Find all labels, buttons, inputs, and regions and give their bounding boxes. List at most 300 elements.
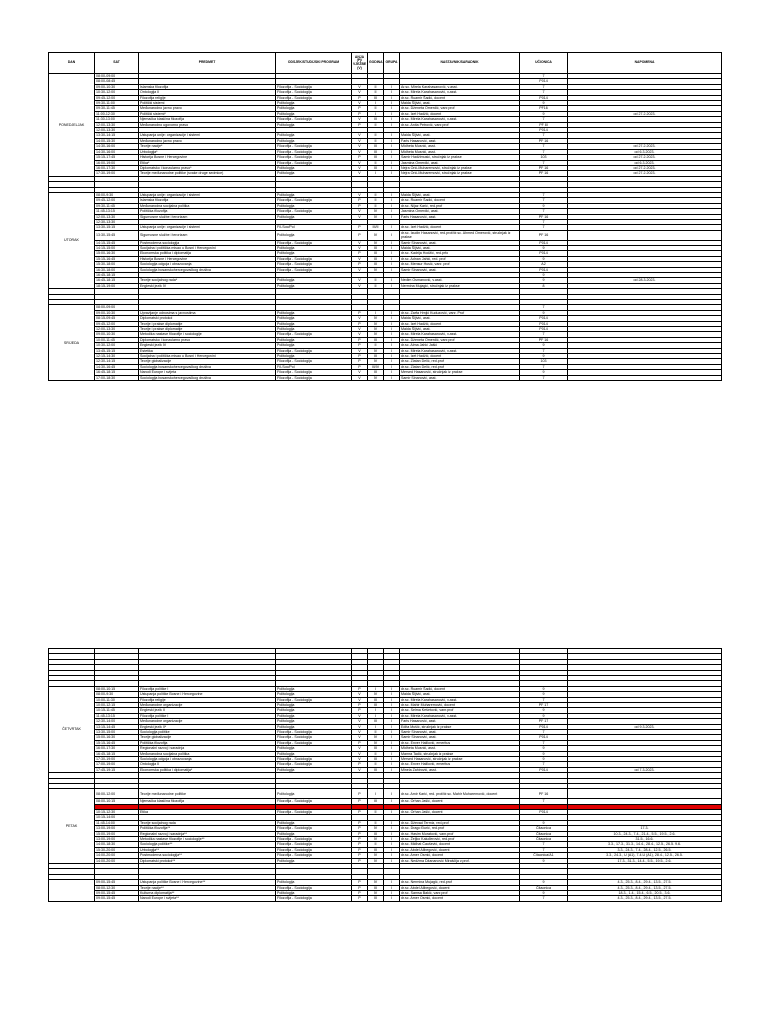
table-cell: PF 16 bbox=[520, 165, 568, 170]
table-cell: V bbox=[352, 283, 368, 288]
table-cell: 08:00-10:15 bbox=[95, 799, 139, 804]
table-cell: dr.sc. Izet Hadžić, docent bbox=[400, 111, 520, 116]
table-cell: dr.sc. Mirela Karahasanović, v.asst. bbox=[400, 713, 520, 718]
table-cell: dr.sc. Nermina Mujagić, red.prof bbox=[400, 880, 520, 885]
table-cell: dr.sc. Drago Đurić, red.prof bbox=[400, 826, 520, 831]
table-cell: II bbox=[368, 106, 384, 111]
table-cell: 08:00-08:45 bbox=[95, 79, 139, 84]
table-cell: 9 bbox=[520, 858, 568, 863]
table-cell: P bbox=[352, 858, 368, 863]
table-cell: I bbox=[384, 111, 400, 116]
table-cell: 09:00-10:30 bbox=[95, 310, 139, 315]
table-cell: Politologija bbox=[276, 101, 352, 106]
table-cell: Ustupanja unije: organizacije i sistemi bbox=[139, 225, 276, 230]
table-cell: 15:00-16:30 bbox=[95, 251, 139, 256]
table-cell: Filozofija religije bbox=[139, 95, 276, 100]
table-cell: 16:45-18:15 bbox=[95, 751, 139, 756]
table-cell: I bbox=[384, 885, 400, 890]
table-cell: dr.sc. Selma Kešetović, vanr.prof bbox=[400, 708, 520, 713]
table-cell: I bbox=[384, 757, 400, 762]
table-cell: IV bbox=[368, 348, 384, 353]
table-cell: Socijalna i politička misao u Bosni i Hercegovini bbox=[139, 354, 276, 359]
table-cell: 10:00-11:45 bbox=[95, 337, 139, 342]
table-cell: 14:00-20:00 bbox=[95, 853, 139, 858]
table-cell: Filozofija - Sociologija bbox=[276, 740, 352, 745]
table-cell: I bbox=[384, 702, 400, 707]
table-cell: 9 bbox=[520, 203, 568, 208]
table-cell: Ar.sc. Mirela Karahasanović, v.asst. bbox=[400, 84, 520, 89]
table-cell: V bbox=[352, 133, 368, 138]
table-cell: 10:30-12:00 bbox=[95, 90, 139, 95]
table-cell: I bbox=[384, 230, 400, 240]
table-cell: V bbox=[352, 240, 368, 245]
table-cell: III bbox=[368, 799, 384, 804]
table-cell: Politologija bbox=[276, 165, 352, 170]
table-cell: Teorije i prakse diplomatije bbox=[139, 327, 276, 332]
table-cell: Midheta Musnić, asst. bbox=[400, 746, 520, 751]
table-cell: Politologija bbox=[276, 746, 352, 751]
table-cell: 08:15-09:45 bbox=[95, 316, 139, 321]
table-cell: Sociologija politike** bbox=[139, 842, 276, 847]
table-cell: 15:30-18:00 bbox=[95, 262, 139, 267]
table-cell: 09:00-10:30 bbox=[95, 332, 139, 337]
table-cell: II bbox=[368, 820, 384, 825]
table-cell: 4.3., 25.3., 8.4., 29.4., 13.5., 27.5. bbox=[568, 880, 722, 885]
table-cell: 10:00-12:15 bbox=[95, 702, 139, 707]
table-cell: Međunarodna socijalna politika bbox=[139, 203, 276, 208]
table-cell: I bbox=[384, 359, 400, 364]
table-cell: 10:30-12:00 bbox=[95, 343, 139, 348]
table-cell: II bbox=[368, 283, 384, 288]
table-cell: 7 bbox=[520, 90, 568, 95]
table-cell: 15:15-17:45 bbox=[95, 155, 139, 160]
column-header: SAT bbox=[95, 53, 139, 74]
table-cell: 9 bbox=[520, 278, 568, 283]
table-cell: Filozofija - Sociologija bbox=[276, 256, 352, 261]
table-cell: 13:00-19:00 bbox=[95, 837, 139, 842]
table-cell: Politologija bbox=[276, 203, 352, 208]
table-cell: 17:30-19:00 bbox=[95, 757, 139, 762]
table-cell: 15:15-16:45 bbox=[95, 256, 139, 261]
table-cell: P bbox=[352, 885, 368, 890]
day-name: UTORAK bbox=[49, 192, 95, 288]
table-cell: Ustupanja unije: organizacije i sistemi bbox=[139, 133, 276, 138]
table-cell: 103 bbox=[520, 359, 568, 364]
table-cell: P bbox=[352, 95, 368, 100]
table-cell: 14:30-16:00 bbox=[95, 144, 139, 149]
table-cell: V bbox=[352, 160, 368, 165]
table-cell: 09:45-12:00 bbox=[95, 321, 139, 326]
table-cell: IV bbox=[368, 327, 384, 332]
table-cell: 7 bbox=[520, 144, 568, 149]
table-cell: III bbox=[368, 337, 384, 342]
table-cell: 16:45-18:15 bbox=[95, 370, 139, 375]
table-cell: Politologija bbox=[276, 767, 352, 772]
table-row bbox=[49, 375, 722, 380]
table-cell: dr.sc. Ruamir Šadić, docent bbox=[400, 198, 520, 203]
table-cell: 9 bbox=[520, 245, 568, 250]
table-cell bbox=[568, 230, 722, 240]
table-cell: P014 bbox=[520, 251, 568, 256]
table-cell: I bbox=[384, 837, 400, 842]
table-cell: P bbox=[352, 359, 368, 364]
table-cell: Filozofija - Sociologija bbox=[276, 84, 352, 89]
table-cell: I bbox=[384, 343, 400, 348]
table-cell: Mersed Hasanović, stručnjak iz prakse bbox=[400, 757, 520, 762]
table-cell: I bbox=[384, 225, 400, 230]
table-cell: dr.sc. Dževad Termiz, red.prof bbox=[400, 820, 520, 825]
table-cell: od 27.2.2023. bbox=[568, 155, 722, 160]
table-cell: 16:45-18:15 bbox=[95, 272, 139, 277]
table-cell: 17:30-19:00 bbox=[95, 171, 139, 176]
table-cell: IV bbox=[368, 321, 384, 326]
table-cell: FiI-Soc/Pol bbox=[276, 225, 352, 230]
table-cell: I bbox=[384, 799, 400, 804]
table-cell: od 9.3.2023. bbox=[568, 724, 722, 729]
table-cell: dr.sc. Abdel Alibegović, docent bbox=[400, 847, 520, 852]
table-cell: II bbox=[368, 198, 384, 203]
table-cell: III bbox=[368, 165, 384, 170]
table-cell: dr.sc. Mirela Karahasanović, v.asst. bbox=[400, 348, 520, 353]
table-cell: Filozofija - Sociologija bbox=[276, 240, 352, 245]
table-cell: Filozofija - Sociologija bbox=[276, 95, 352, 100]
table-cell: Regionalni razvoj i saradnja** bbox=[139, 831, 276, 836]
table-cell: P bbox=[352, 842, 368, 847]
table-cell: IV bbox=[368, 332, 384, 337]
table-cell: 17:00-19:00 bbox=[95, 762, 139, 767]
table-cell: 10:15-11:45 bbox=[95, 708, 139, 713]
table-cell: dr.sc. Dženeta Omerdić, vanr.prof bbox=[400, 106, 520, 111]
table-cell: P bbox=[352, 702, 368, 707]
table-cell: I bbox=[368, 111, 384, 116]
table-cell: I bbox=[384, 321, 400, 326]
table-cell: P bbox=[352, 740, 368, 745]
table-cell: Politologija bbox=[276, 708, 352, 713]
table-cell: 7 bbox=[520, 160, 568, 165]
table-cell: dr.sc. Hasim Muratović, vanr.prof bbox=[400, 831, 520, 836]
table-cell: Politologija bbox=[276, 192, 352, 197]
table-cell: 13:30-14:15 bbox=[95, 133, 139, 138]
table-cell: I bbox=[384, 789, 400, 799]
table-cell: Politologija bbox=[276, 171, 352, 176]
table-cell: Postmoderna sociologija** bbox=[139, 853, 276, 858]
table-cell: III bbox=[368, 245, 384, 250]
table-cell: Filozofija - Sociologija bbox=[276, 853, 352, 858]
table-cell: Postmoderna sociologija bbox=[139, 240, 276, 245]
table-cell: I bbox=[384, 256, 400, 261]
table-cell: Nejra Orić-Muharemović, stručnjak iz prakse bbox=[400, 165, 520, 170]
table-cell: V bbox=[352, 348, 368, 353]
table-cell: Filozofija - Sociologija bbox=[276, 262, 352, 267]
table-cell: IV bbox=[368, 240, 384, 245]
table-cell: PF 16 bbox=[520, 138, 568, 143]
table-cell: PF 16 bbox=[520, 337, 568, 342]
table-cell: III/II bbox=[368, 225, 384, 230]
table-cell: II bbox=[368, 84, 384, 89]
table-cell: V bbox=[352, 101, 368, 106]
table-cell: I bbox=[384, 751, 400, 756]
table-cell: PF 17 bbox=[520, 719, 568, 724]
column-header: GODINA bbox=[368, 53, 384, 74]
table-cell: Jasmina Omerdić, asst. bbox=[400, 160, 520, 165]
table-cell: IV bbox=[368, 880, 384, 885]
table-cell: Politologija bbox=[276, 321, 352, 326]
table-cell: 11:45-14:00 bbox=[95, 820, 139, 825]
table-cell: Historija Bosne i Hercegovine bbox=[139, 155, 276, 160]
table-cell: 7 bbox=[520, 305, 568, 310]
table-cell: 9 bbox=[520, 820, 568, 825]
table-cell: 9 bbox=[520, 692, 568, 697]
table-cell: Politologija bbox=[276, 138, 352, 143]
table-cell: Samir Hadžimusić, stručnjak iz prakse bbox=[400, 155, 520, 160]
table-cell: 7 bbox=[520, 74, 568, 79]
table-cell: I bbox=[384, 165, 400, 170]
table-cell: 9 bbox=[520, 111, 568, 116]
table-cell: I bbox=[384, 332, 400, 337]
table-cell: 08:00-09:00 bbox=[95, 74, 139, 79]
table-cell: Historija Bosne i Hercegovine bbox=[139, 256, 276, 261]
table-cell: Nermina Mujagić, stručnjak iz prakse bbox=[400, 283, 520, 288]
table-cell: II bbox=[368, 160, 384, 165]
table-cell: Upravljanje odnosima s javnostima bbox=[139, 310, 276, 315]
table-cell: Minela Zahirović, asst. bbox=[400, 767, 520, 772]
table-cell: III bbox=[368, 370, 384, 375]
table-cell: Filozofija - Sociologija bbox=[276, 160, 352, 165]
table-cell: I bbox=[384, 203, 400, 208]
table-cell: P bbox=[352, 686, 368, 691]
table-cell: dr.sc. Mirela Karahasanović, v.asst. bbox=[400, 697, 520, 702]
table-cell: Jasmina Omerdić, asst. bbox=[400, 209, 520, 214]
table-cell: I bbox=[368, 101, 384, 106]
table-cell: Politologija bbox=[276, 327, 352, 332]
table-cell: Politički sistemi* bbox=[139, 111, 276, 116]
table-cell: dr.sc. Izudin Hasanović, red.prof/dr.sc. Ahmed Omerović, stručnjak iz prakse bbox=[400, 230, 520, 240]
column-header: GRUPA bbox=[384, 53, 400, 74]
table-cell: Politologija bbox=[276, 724, 352, 729]
table-cell: 08:00-9:30 bbox=[95, 692, 139, 697]
table-cell: IV bbox=[368, 853, 384, 858]
table-cell: dr.sc. Zlatan Delić, red.prof bbox=[400, 364, 520, 369]
table-cell: V bbox=[352, 729, 368, 734]
table-cell: V bbox=[352, 117, 368, 122]
table-cell: I bbox=[368, 708, 384, 713]
table-cell: I bbox=[384, 160, 400, 165]
table-cell: P bbox=[352, 853, 368, 858]
table-cell: Teorije globalizacije bbox=[139, 359, 276, 364]
table-cell: I bbox=[384, 858, 400, 863]
table-cell: P bbox=[352, 762, 368, 767]
table-cell: III bbox=[368, 719, 384, 724]
table-cell: IV bbox=[368, 837, 384, 842]
table-cell: Politologija bbox=[276, 251, 352, 256]
table-cell: Politologija bbox=[276, 230, 352, 240]
table-cell: Urbologija** bbox=[139, 847, 276, 852]
table-cell: 11:45-13:15 bbox=[95, 209, 139, 214]
table-cell: P bbox=[352, 203, 368, 208]
table-cell: Politologija bbox=[276, 283, 352, 288]
table-cell: Islamska filozofija bbox=[139, 84, 276, 89]
table-cell: Filozofija - Sociologija bbox=[276, 90, 352, 95]
table-cell: Politologija bbox=[276, 880, 352, 885]
table-cell: I bbox=[384, 708, 400, 713]
table-cell: 9 bbox=[520, 751, 568, 756]
table-cell: I bbox=[384, 90, 400, 95]
table-cell bbox=[568, 375, 722, 380]
day-name: SRIJEDA bbox=[49, 305, 95, 381]
table-cell: V bbox=[352, 370, 368, 375]
table-cell: Ustupanja politike Bosne i Hercegovine bbox=[139, 692, 276, 697]
table-cell: 7 bbox=[520, 740, 568, 745]
timetable-page-2 bbox=[48, 648, 722, 902]
table-cell: Filozofija - Sociologija bbox=[276, 144, 352, 149]
table-cell: P bbox=[352, 310, 368, 315]
table-cell: P014 bbox=[520, 240, 568, 245]
table-cell: I bbox=[384, 810, 400, 815]
table-row bbox=[49, 789, 722, 799]
table-cell: Regionalni razvoj i saradnja bbox=[139, 746, 276, 751]
table-cell: P bbox=[352, 122, 368, 127]
table-cell: dr.sc. Željko Kaluđerović, red.prof bbox=[400, 837, 520, 842]
table-cell: Politologija bbox=[276, 719, 352, 724]
table-cell: I bbox=[384, 847, 400, 852]
table-cell: 7 bbox=[520, 332, 568, 337]
table-cell: II bbox=[368, 343, 384, 348]
table-cell: dr.sc. Izet Hadžić, docent bbox=[400, 354, 520, 359]
table-cell: P bbox=[352, 708, 368, 713]
table-cell: III bbox=[368, 831, 384, 836]
table-cell: 16:00-19:00 bbox=[95, 160, 139, 165]
table-cell: IV bbox=[368, 359, 384, 364]
table-cell: Politologija bbox=[276, 789, 352, 799]
table-cell: Politologija bbox=[276, 133, 352, 138]
table-cell: I bbox=[384, 327, 400, 332]
table-cell: IV bbox=[368, 214, 384, 219]
table-cell: PF16 bbox=[520, 106, 568, 111]
table-cell: I bbox=[384, 354, 400, 359]
table-cell: I bbox=[384, 310, 400, 315]
table-cell: 13:45-15:15 bbox=[95, 348, 139, 353]
table-cell: I bbox=[368, 310, 384, 315]
table-row bbox=[49, 896, 722, 901]
table-cell: Ustupanja unije: organizacije i sistemi bbox=[139, 192, 276, 197]
table-cell: 10:15-12:30 bbox=[95, 810, 139, 815]
table-cell: Engleski jezik IV bbox=[139, 343, 276, 348]
table-cell: I bbox=[368, 686, 384, 691]
table-cell: P014 bbox=[520, 321, 568, 326]
table-cell: Samir Sinanović, asst. bbox=[400, 735, 520, 740]
table-cell: od 27.2.2023. bbox=[568, 171, 722, 176]
table-cell: 31.5., 16.6. bbox=[568, 837, 722, 842]
table-cell: 13:30-15:00 bbox=[95, 729, 139, 734]
table-cell: PF 16 bbox=[520, 171, 568, 176]
table-cell: Etika* bbox=[139, 160, 276, 165]
table-cell: III bbox=[368, 95, 384, 100]
table-cell: 09:00-15:45 bbox=[95, 891, 139, 896]
table-cell: I bbox=[384, 283, 400, 288]
table-cell: 9 bbox=[520, 354, 568, 359]
table-cell: I bbox=[368, 713, 384, 718]
table-cell: I bbox=[384, 375, 400, 380]
table-cell: 3.3., 24.3., U (A1), 7.4.U (A1), 28.4., 12.5., 26.5. bbox=[568, 853, 722, 858]
table-cell: Politologija bbox=[276, 316, 352, 321]
table-cell: I bbox=[384, 348, 400, 353]
table-cell: 09:00-15:45 bbox=[95, 896, 139, 901]
table-cell: III bbox=[368, 702, 384, 707]
table-cell: Međunarodne organizacije bbox=[139, 719, 276, 724]
table-cell: dr.sc. Alma Jahić Jašić bbox=[400, 343, 520, 348]
table-cell: Ekonomska politika i diplomatija* bbox=[139, 767, 276, 772]
table-cell: 9 bbox=[520, 708, 568, 713]
table-cell: dr.sc. Mirela Karahasanović, v.asst. bbox=[400, 332, 520, 337]
table-cell: P bbox=[352, 354, 368, 359]
table-cell: Filozofija - Sociologija bbox=[276, 332, 352, 337]
table-cell: V bbox=[352, 713, 368, 718]
table-cell: I bbox=[368, 789, 384, 799]
table-cell: 18:15-19:00 bbox=[95, 283, 139, 288]
table-cell: dr.sc. Mahir Muharemović, docent bbox=[400, 702, 520, 707]
table-cell: 7 bbox=[520, 842, 568, 847]
table-cell: 12:15-14:30 bbox=[95, 354, 139, 359]
table-cell: IV bbox=[368, 735, 384, 740]
table-cell: Politička filozofija bbox=[139, 209, 276, 214]
table-cell: I bbox=[368, 724, 384, 729]
table-cell: III bbox=[368, 144, 384, 149]
column-header: UČIONICA bbox=[520, 53, 568, 74]
table-cell: P bbox=[352, 789, 368, 799]
table-cell: 3.3., 17.3., 31.3., 14.4., 28.4., 12.5., 26.5. 9.6. bbox=[568, 842, 722, 847]
table-cell: II bbox=[368, 192, 384, 197]
table-cell: Međunarodna socijalna politika bbox=[139, 751, 276, 756]
table-cell: P bbox=[352, 831, 368, 836]
table-cell: PF 16 bbox=[520, 230, 568, 240]
table-cell: I bbox=[384, 106, 400, 111]
table-cell: Filozofija - Sociologija bbox=[276, 375, 352, 380]
table-cell: V bbox=[352, 165, 368, 170]
table-cell: 18.3., 1.4., 15.4., 6.5., 20.5., 3.6. bbox=[568, 891, 722, 896]
table-cell: Ustupanja politike Bosne i Hercegovine** bbox=[139, 880, 276, 885]
table-cell: II bbox=[368, 90, 384, 95]
table-cell: 12:30-13:30 bbox=[95, 219, 139, 224]
table-cell: Politologija bbox=[276, 820, 352, 825]
table-cell: P014 bbox=[520, 810, 568, 815]
table-cell: P bbox=[352, 106, 368, 111]
table-cell: Filozofija - Sociologija bbox=[276, 762, 352, 767]
table-cell: 9 bbox=[520, 343, 568, 348]
table-cell: 4.3., 25.3., 8.4., 29.4., 13.5., 27.5. bbox=[568, 885, 722, 890]
table-cell: III bbox=[368, 847, 384, 852]
table-cell: PF 16 bbox=[520, 214, 568, 219]
table-cell: V bbox=[352, 192, 368, 197]
table-cell: 7 bbox=[520, 697, 568, 702]
table-cell: Narodi Europe i svijeta bbox=[139, 370, 276, 375]
table-cell: V bbox=[352, 375, 368, 380]
table-cell: Sigurnosne službe i terorizam bbox=[139, 230, 276, 240]
table-cell: Maida Šljivić, asst. bbox=[400, 245, 520, 250]
table-cell: 13:30-15:15 bbox=[95, 225, 139, 230]
table-cell: II bbox=[368, 810, 384, 815]
table-cell: P bbox=[352, 880, 368, 885]
table-cell: II bbox=[368, 133, 384, 138]
table-cell: dr.sc. Adnan Jahić, red. prof bbox=[400, 256, 520, 261]
table-cell: 16:45-18:15 bbox=[95, 278, 139, 283]
table-cell: Samir Sinanović, asst. bbox=[400, 729, 520, 734]
table-cell: V bbox=[352, 209, 368, 214]
table-cell: dr.sc. Izet Hadžić, docent bbox=[400, 225, 520, 230]
table-cell: 9 bbox=[520, 256, 568, 261]
table-cell: Filozofija - Sociologija bbox=[276, 209, 352, 214]
table-cell: Međunarodno javno pravo bbox=[139, 106, 276, 111]
table-cell: I bbox=[384, 240, 400, 245]
